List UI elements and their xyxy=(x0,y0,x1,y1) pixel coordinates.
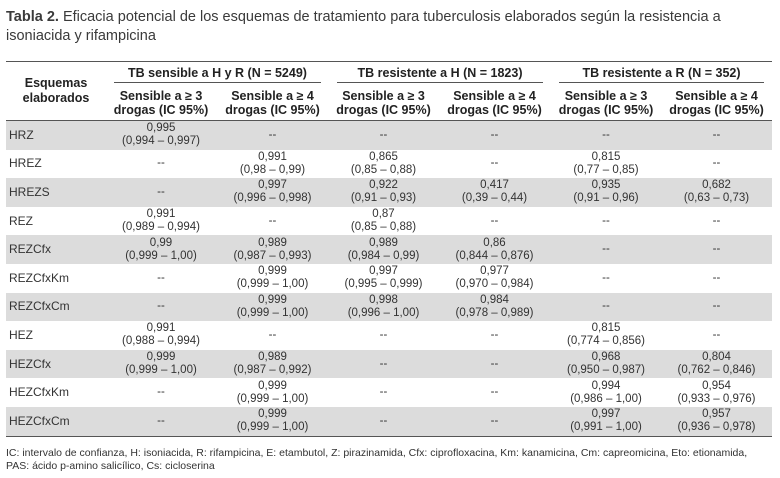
table-row xyxy=(6,150,772,179)
confidence-interval: (0,999 – 1,00) xyxy=(125,249,197,262)
confidence-interval: (0,91 – 0,93) xyxy=(350,192,417,205)
scheme-name: REZCfx xyxy=(6,235,106,264)
efficacy-cell xyxy=(661,235,772,264)
efficacy-cell xyxy=(329,293,438,322)
efficacy-value: -- xyxy=(379,414,388,427)
efficacy-value: -- xyxy=(712,328,721,341)
confidence-interval: (0,950 – 0,987) xyxy=(566,364,645,377)
efficacy-cell xyxy=(661,150,772,179)
group-header-resistente-r: TB resistente a R (N = 352) xyxy=(551,62,772,87)
caption-text: Eficacia potencial de los esquemas de tratamiento para tuberculosis elaborados según la resistencia a isoniacida y rifampicina xyxy=(6,9,721,44)
efficacy-cell xyxy=(106,350,216,379)
confidence-interval: (0,989 – 0,994) xyxy=(121,221,200,234)
confidence-interval: (0,991 – 1,00) xyxy=(570,421,642,434)
confidence-interval: (0,91 – 0,96) xyxy=(573,192,639,205)
confidence-interval: (0,762 – 0,846) xyxy=(677,364,756,377)
efficacy-value: -- xyxy=(712,214,721,227)
efficacy-value: 0,968 xyxy=(591,351,621,364)
confidence-interval: (0,98 – 0,99) xyxy=(239,163,306,176)
efficacy-cell xyxy=(438,121,551,150)
confidence-interval: (0,994 – 0,997) xyxy=(121,135,200,148)
efficacy-value: -- xyxy=(490,128,499,141)
efficacy-value: 0,989 xyxy=(258,351,287,364)
efficacy-value: -- xyxy=(157,414,165,427)
efficacy-cell xyxy=(438,321,551,350)
scheme-name: HEZCfx xyxy=(6,350,106,379)
efficacy-value: 0,417 xyxy=(480,179,509,192)
efficacy-value: 0,815 xyxy=(591,150,621,163)
scheme-name: HREZS xyxy=(6,178,106,207)
scheme-name: REZCfxKm xyxy=(9,270,69,285)
efficacy-value: -- xyxy=(490,157,499,170)
table-row xyxy=(6,407,772,436)
efficacy-value: -- xyxy=(157,185,165,198)
efficacy-cell xyxy=(551,407,661,436)
subcol-header: Sensible a ≥ 3 drogas (IC 95%) xyxy=(551,86,661,121)
efficacy-cell xyxy=(216,350,329,379)
efficacy-cell xyxy=(106,293,216,322)
confidence-interval: (0,999 – 1,00) xyxy=(125,364,197,377)
efficacy-value: 0,991 xyxy=(258,150,287,163)
efficacy-cell xyxy=(438,178,551,207)
subcol-header: Sensible a ≥ 3 drogas (IC 95%) xyxy=(106,86,216,121)
efficacy-value: 0,997 xyxy=(369,265,398,278)
table-row xyxy=(6,121,772,150)
efficacy-cell xyxy=(106,407,216,436)
confidence-interval: (0,978 – 0,989) xyxy=(455,306,534,319)
table-row xyxy=(6,321,772,350)
efficacy-value: 0,804 xyxy=(702,351,731,364)
efficacy-value: 0,991 xyxy=(146,322,176,335)
efficacy-value: 0,994 xyxy=(591,379,621,392)
scheme-name: REZ xyxy=(9,213,33,228)
confidence-interval: (0,987 – 0,992) xyxy=(233,364,312,377)
confidence-interval: (0,996 – 1,00) xyxy=(347,306,420,319)
efficacy-cell xyxy=(106,235,216,264)
efficacy-value: -- xyxy=(712,300,721,313)
table-footnote: IC: intervalo de confianza, H: isoniacida, R: rifampicina, E: etambutol, Z: pirazinamida, Cfx: ciprofloxacina, Km: kanamicina, Cm: capreomicina, Eto: etionamida, PAS: ácido p-amino salicílico, Cs: cicloserina xyxy=(6,447,748,472)
results-table xyxy=(6,61,772,437)
efficacy-cell xyxy=(661,350,772,379)
efficacy-cell xyxy=(551,293,661,322)
efficacy-value: -- xyxy=(712,243,721,256)
efficacy-cell xyxy=(216,235,329,264)
efficacy-value: -- xyxy=(490,386,499,399)
efficacy-value: 0,997 xyxy=(258,179,287,192)
row-header: Esquemas elaborados xyxy=(6,62,106,121)
efficacy-value: 0,922 xyxy=(369,179,398,192)
efficacy-cell xyxy=(551,150,661,179)
efficacy-cell xyxy=(661,178,772,207)
efficacy-value: -- xyxy=(379,328,388,341)
efficacy-cell xyxy=(106,121,216,150)
confidence-interval: (0,999 – 1,00) xyxy=(236,421,309,434)
efficacy-value: -- xyxy=(602,300,610,313)
efficacy-value: 0,682 xyxy=(702,179,731,192)
efficacy-cell xyxy=(329,350,438,379)
confidence-interval: (0,996 – 0,998) xyxy=(233,192,312,205)
efficacy-value: 0,977 xyxy=(480,265,509,278)
confidence-interval: (0,774 – 0,856) xyxy=(566,335,645,348)
confidence-interval: (0,77 – 0,85) xyxy=(573,163,639,176)
efficacy-value: -- xyxy=(379,128,388,141)
subcol-header: Sensible a ≥ 4 drogas (IC 95%) xyxy=(216,86,329,121)
efficacy-value: 0,991 xyxy=(146,208,176,221)
efficacy-cell xyxy=(216,293,329,322)
efficacy-cell xyxy=(661,293,772,322)
confidence-interval: (0,999 – 1,00) xyxy=(236,392,309,405)
efficacy-value: -- xyxy=(268,328,277,341)
efficacy-cell xyxy=(329,150,438,179)
efficacy-value: -- xyxy=(490,357,499,370)
efficacy-cell xyxy=(216,121,329,150)
efficacy-value: -- xyxy=(490,214,499,227)
efficacy-value: -- xyxy=(712,157,721,170)
efficacy-cell xyxy=(216,378,329,407)
scheme-name: HRZ xyxy=(6,121,106,150)
efficacy-value: 0,999 xyxy=(258,293,287,306)
efficacy-value: 0,86 xyxy=(483,236,506,249)
efficacy-cell xyxy=(216,407,329,436)
table-row xyxy=(6,178,772,207)
efficacy-value: -- xyxy=(712,128,721,141)
confidence-interval: (0,987 – 0,993) xyxy=(233,249,312,262)
efficacy-cell xyxy=(329,121,438,150)
efficacy-value: -- xyxy=(602,243,610,256)
confidence-interval: (0,988 – 0,994) xyxy=(121,335,200,348)
efficacy-cell xyxy=(106,321,216,350)
scheme-name: HEZCfxCm xyxy=(6,407,106,436)
efficacy-value: 0,957 xyxy=(702,408,731,421)
efficacy-cell xyxy=(329,207,438,236)
efficacy-cell xyxy=(551,350,661,379)
table-row xyxy=(6,264,772,293)
confidence-interval: (0,63 – 0,73) xyxy=(683,192,750,205)
efficacy-cell xyxy=(438,378,551,407)
efficacy-cell xyxy=(329,378,438,407)
subcol-header: Sensible a ≥ 4 drogas (IC 95%) xyxy=(438,86,551,121)
efficacy-cell xyxy=(551,121,661,150)
table-body xyxy=(6,121,772,437)
confidence-interval: (0,970 – 0,984) xyxy=(455,278,534,291)
efficacy-value: 0,99 xyxy=(149,236,173,249)
efficacy-cell xyxy=(438,407,551,436)
table-row xyxy=(6,350,772,379)
efficacy-value: 0,989 xyxy=(258,236,287,249)
confidence-interval: (0,844 – 0,876) xyxy=(455,249,534,262)
subcol-header: Sensible a ≥ 4 drogas (IC 95%) xyxy=(661,86,772,121)
scheme-name: HEZ xyxy=(9,327,33,342)
confidence-interval: (0,984 – 0,99) xyxy=(347,249,420,262)
efficacy-cell xyxy=(329,235,438,264)
efficacy-value: 0,999 xyxy=(258,408,287,421)
confidence-interval: (0,85 – 0,88) xyxy=(350,221,417,234)
efficacy-value: -- xyxy=(490,414,499,427)
table-row xyxy=(6,235,772,264)
efficacy-value: 0,999 xyxy=(146,351,176,364)
efficacy-cell xyxy=(661,407,772,436)
efficacy-value: -- xyxy=(157,386,165,399)
confidence-interval: (0,999 – 1,00) xyxy=(236,306,309,319)
confidence-interval: (0,995 – 0,999) xyxy=(344,278,423,291)
efficacy-value: -- xyxy=(712,271,721,284)
efficacy-cell xyxy=(329,264,438,293)
efficacy-value: 0,865 xyxy=(369,150,398,163)
efficacy-cell xyxy=(661,264,772,293)
efficacy-cell xyxy=(551,178,661,207)
efficacy-value: 0,998 xyxy=(369,293,398,306)
efficacy-value: 0,87 xyxy=(372,208,395,221)
efficacy-cell xyxy=(106,264,216,293)
efficacy-cell xyxy=(551,321,661,350)
efficacy-value: 0,997 xyxy=(591,408,621,421)
efficacy-cell xyxy=(329,321,438,350)
efficacy-value: 0,954 xyxy=(702,379,731,392)
confidence-interval: (0,999 – 1,00) xyxy=(236,278,309,291)
efficacy-cell xyxy=(438,293,551,322)
efficacy-value: -- xyxy=(602,214,610,227)
confidence-interval: (0,936 – 0,978) xyxy=(677,421,756,434)
caption-label: Tabla 2. xyxy=(6,9,59,25)
efficacy-cell xyxy=(438,264,551,293)
efficacy-value: -- xyxy=(268,214,277,227)
efficacy-cell xyxy=(438,350,551,379)
efficacy-value: 0,989 xyxy=(369,236,398,249)
table-caption xyxy=(6,8,774,46)
efficacy-cell xyxy=(216,321,329,350)
efficacy-value: -- xyxy=(157,157,165,170)
table-row xyxy=(6,207,772,236)
efficacy-cell xyxy=(106,150,216,179)
efficacy-value: 0,815 xyxy=(591,322,621,335)
table-row xyxy=(6,293,772,322)
efficacy-value: 0,935 xyxy=(591,179,621,192)
efficacy-cell xyxy=(216,207,329,236)
efficacy-cell xyxy=(661,207,772,236)
efficacy-cell xyxy=(106,178,216,207)
table-row xyxy=(6,378,772,407)
efficacy-cell xyxy=(106,378,216,407)
efficacy-value: -- xyxy=(268,128,277,141)
group-header-resistente-h: TB resistente a H (N = 1823) xyxy=(329,62,551,87)
efficacy-value: -- xyxy=(379,357,388,370)
efficacy-value: -- xyxy=(157,300,165,313)
efficacy-cell xyxy=(216,264,329,293)
efficacy-value: -- xyxy=(157,271,165,284)
efficacy-value: -- xyxy=(379,386,388,399)
efficacy-value: 0,999 xyxy=(258,379,287,392)
efficacy-value: 0,984 xyxy=(480,293,509,306)
confidence-interval: (0,85 – 0,88) xyxy=(350,163,417,176)
efficacy-value: -- xyxy=(490,328,499,341)
efficacy-cell xyxy=(329,178,438,207)
efficacy-cell xyxy=(438,235,551,264)
confidence-interval: (0,39 – 0,44) xyxy=(461,192,528,205)
scheme-name: HEZCfxKm xyxy=(9,385,69,400)
efficacy-cell xyxy=(551,264,661,293)
confidence-interval: (0,933 – 0,976) xyxy=(677,392,756,405)
efficacy-cell xyxy=(551,235,661,264)
efficacy-cell xyxy=(106,207,216,236)
efficacy-value: 0,999 xyxy=(258,265,287,278)
efficacy-cell xyxy=(216,150,329,179)
group-header-sensible: TB sensible a H y R (N = 5249) xyxy=(106,62,329,87)
efficacy-cell xyxy=(661,378,772,407)
efficacy-cell xyxy=(551,378,661,407)
scheme-name: HREZ xyxy=(9,156,42,171)
efficacy-cell xyxy=(438,207,551,236)
efficacy-cell xyxy=(216,178,329,207)
efficacy-cell xyxy=(329,407,438,436)
efficacy-cell xyxy=(551,207,661,236)
efficacy-cell xyxy=(438,150,551,179)
confidence-interval: (0,986 – 1,00) xyxy=(570,392,642,405)
efficacy-value: -- xyxy=(602,128,610,141)
scheme-name: REZCfxCm xyxy=(6,293,106,322)
subcol-header: Sensible a ≥ 3 drogas (IC 95%) xyxy=(329,86,438,121)
efficacy-value: -- xyxy=(602,271,610,284)
efficacy-cell xyxy=(661,321,772,350)
efficacy-cell xyxy=(661,121,772,150)
efficacy-value: 0,995 xyxy=(146,122,176,135)
